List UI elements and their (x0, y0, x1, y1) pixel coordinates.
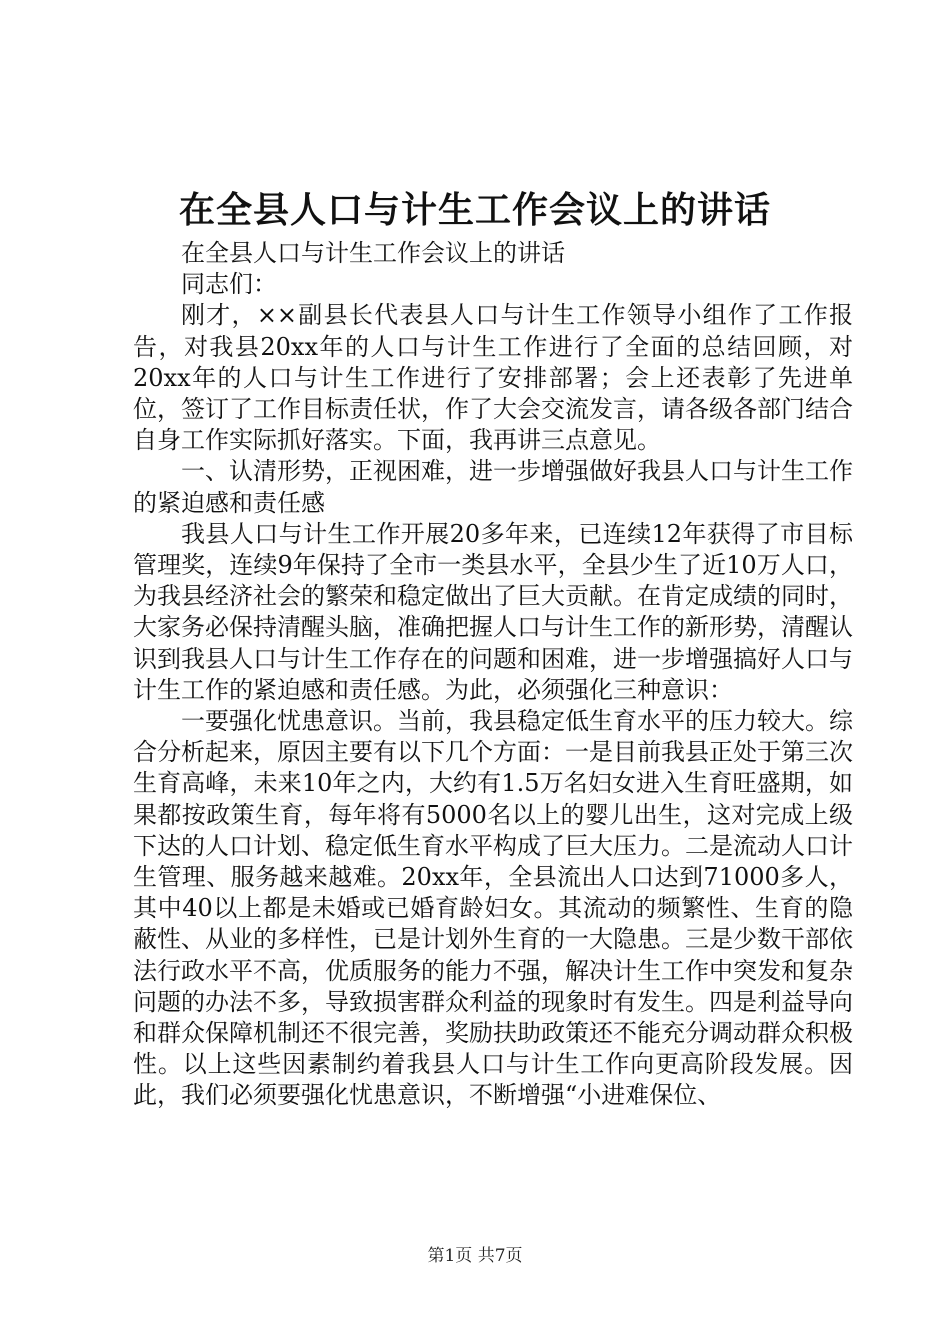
body-paragraph-salutation: 同志们： (181, 270, 277, 299)
body-paragraph: 我县人口与计生工作开展20多年来，已连续12年获得了市目标管理奖，连续9年保持了全市一类县水平，全县少生了近10万人口，为我县经济社会的繁荣和稳定做出了巨大贡献。在肯定成绩的同时，大家务必保持清醒头脑，准确把握人口与计生工作的新形势，清醒认识到我县人口与计生工作存在的问题和困难，进一步增强搞好人口与计生工作的紧迫感和责任感。为此，必须强化三种意识： (133, 519, 853, 704)
body-paragraph: 一要强化忧患意识。当前，我县稳定低生育水平的压力较大。综合分析起来，原因主要有以下几个方面：一是目前我县正处于第三次生育高峰，未来10年之内，大约有1.5万名妇女进入生育旺盛期，如果都按政策生育，每年将有5000名以上的婴儿出生，这对完成上级下达的人口计划、稳定低生育水平构成了巨大压力。二是流动人口计生管理、服务越来越难。20xx年，全县流出人口达到71000多人，其中40以上都是未婚或已婚育龄妇女。其流动的频繁性、生育的隐蔽性、从业的多样性，已是计划外生育的一大隐患。三是少数干部依法行政水平不高，优质服务的能力不强，解决计生工作中突发和复杂问题的办法不多，导致损害群众利益的现象时有发生。四是利益导向和群众保障机制还不很完善，奖励扶助政策还不能充分调动群众积极性。以上这些因素制约着我县人口与计生工作向更高阶段发展。因此，我们必须要强化忧患意识，不断增强“小进难保位、 (133, 707, 853, 1110)
document-body (133, 238, 853, 1112)
document-title: 在全县人口与计生工作会议上的讲话 (178, 189, 771, 231)
page-number-footer: 第1页 共7页 (427, 1246, 523, 1266)
body-paragraph: 刚才，××副县长代表县人口与计生工作领导小组作了工作报告，对我县20xx年的人口与计生工作进行了全面的总结回顾，对20xx年的人口与计生工作进行了安排部署；会上还表彰了先进单位，签订了工作目标责任状，作了大会交流发言，请各级各部门结合自身工作实际抓好落实。下面，我再讲三点意见。 (133, 301, 853, 455)
section-heading: 一、认清形势，正视困难，进一步增强做好我县人口与计生工作的紧迫感和责任感 (133, 457, 853, 517)
body-paragraph-subtitle: 在全县人口与计生工作会议上的讲话 (181, 239, 565, 267)
